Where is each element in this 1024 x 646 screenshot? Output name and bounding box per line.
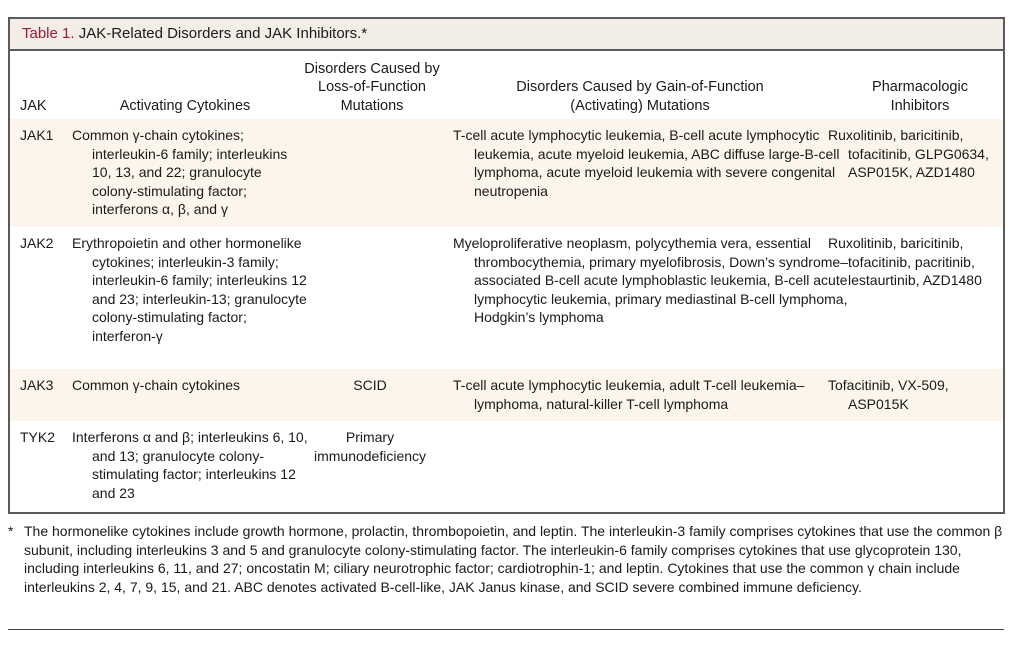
bottom-rule	[8, 629, 1004, 630]
cell-loss-of-function: SCID	[353, 377, 387, 393]
cell-jak: JAK2	[20, 235, 54, 251]
table-caption: JAK-Related Disorders and JAK Inhibitors.*	[74, 25, 368, 42]
cell-cytokines: Erythropoietin and other hormonelike cytokines; interleukin-3 family; interleukin-6 family; interleukins 12 and 23; interleukin-13; granulocyte colony-stimulating factor; interferon-γ	[72, 235, 307, 344]
jak-table	[8, 17, 1005, 514]
cell-jak: TYK2	[20, 429, 56, 445]
table-title	[10, 19, 1003, 51]
table-row-jak1	[10, 119, 1003, 227]
table-row-jak2	[10, 227, 1003, 369]
footnote-marker: *	[8, 523, 14, 539]
cell-gain-of-function: T-cell acute lymphocytic leukemia, B-cell acute lymphocytic leukemia, acute myeloid leukemia, ABC diffuse large-B-cell lymphoma, acute myeloid leukemia with severe congenital neutropenia	[453, 127, 840, 199]
cell-inhibitors: Ruxolitinib, baricitinib, tofacitinib, pacritinib, lestaurtinib, AZD1480	[828, 235, 982, 288]
header-jak: JAK	[20, 97, 47, 114]
cell-cytokines: Common γ-chain cytokines	[72, 377, 241, 393]
table-row-tyk2	[10, 421, 1003, 512]
cell-cytokines: Interferons α and β; interleukins 6, 10, and 13; granulocyte colony-stimulating factor; interleukins 12 and 23	[72, 429, 308, 501]
cell-jak: JAK1	[20, 127, 54, 143]
table-header-row	[10, 51, 1003, 119]
cell-loss-of-function: Primary immunodeficiency	[313, 429, 427, 464]
table-number: Table 1.	[22, 25, 75, 42]
header-gain-of-function: Disorders Caused by Gain-of-Function (Activating) Mutations	[516, 79, 764, 114]
footnote-text: The hormonelike cytokines include growth hormone, prolactin, thrombopoietin, and leptin. The interleukin-3 family comprises cytokines that use the common β subunit, including interleukins 3 and 5 and granulocyte colony-stimulating factor. The interleukin-6 family comprises cytokines that use glycoprotein 130, including interleukins 6, 11, and 27; oncostatin M; ciliary neurotrophic factor; cardiotrophin-1; and leptin. Cytokines that use the common γ chain include interleukins 2, 4, 7, 9, 15, and 21. ABC denotes activated B-cell-like, JAK Janus kinase, and SCID severe combined immune deficiency.	[24, 523, 1003, 595]
cell-jak: JAK3	[20, 377, 54, 393]
cell-inhibitors: Tofacitinib, VX-509, ASP015K	[828, 377, 949, 412]
cell-inhibitors: Ruxolitinib, baricitinib, tofacitinib, GLPG0634, ASP015K, AZD1480	[828, 127, 989, 180]
header-loss-of-function: Disorders Caused by Loss-of-Function Mutations	[304, 60, 440, 114]
table-footnote	[8, 522, 1008, 596]
cell-gain-of-function: Myeloproliferative neoplasm, polycythemia vera, essential thrombocythemia, primary myelofibrosis, Down’s syndrome–associated B-cell acute lymphoblastic leukemia, B-cell acute lymphocytic leukemia, primary mediastinal B-cell lymphoma, Hodgkin’s lymphoma	[453, 235, 848, 325]
header-activating-cytokines: Activating Cytokines	[119, 97, 251, 114]
cell-gain-of-function: T-cell acute lymphocytic leukemia, adult T-cell leukemia–lymphoma, natural-killer T-cell lymphoma	[453, 377, 805, 412]
cell-cytokines: Common γ-chain cytokines; interleukin-6 family; interleukins 10, 13, and 22; granulocyte colony-stimulating factor; interferons α, β, and γ	[72, 127, 288, 217]
table-row-jak3	[10, 369, 1003, 421]
header-pharmacologic-inhibitors: Pharmacologic Inhibitors	[872, 79, 968, 114]
